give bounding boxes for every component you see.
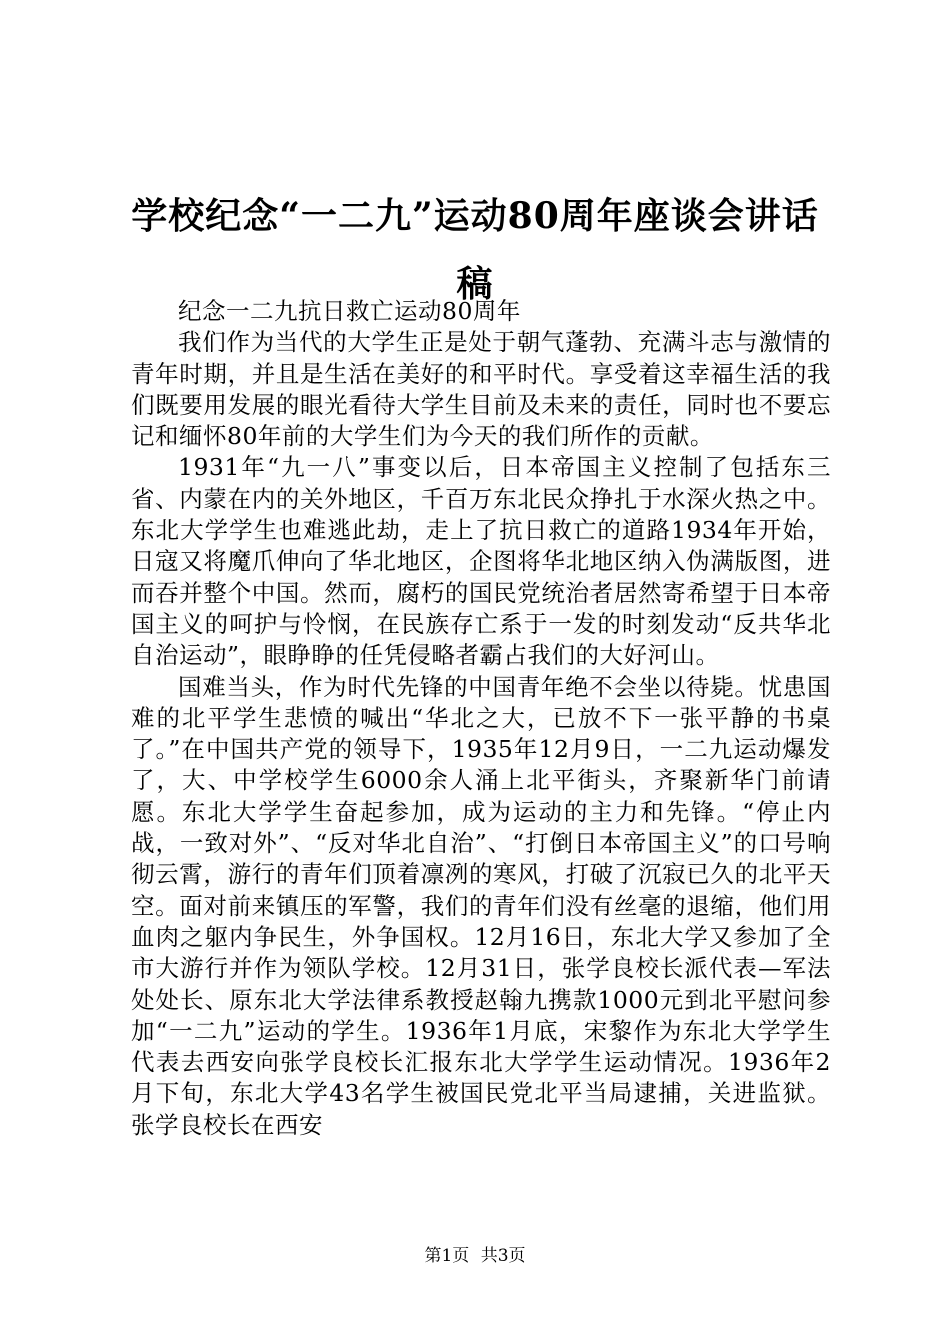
document-title: 学校纪念“一二九”运动80周年座谈会讲话稿 [131, 195, 819, 305]
subtitle-line: 纪念一二九抗日救亡运动80周年 [178, 297, 521, 325]
document-body [131, 296, 831, 1141]
paragraph-3: 国难当头，作为时代先锋的中国青年绝不会坐以待毙。忧患国难的北平学生悲愤的喊出“华北之大，已放不下一张平静的书桌了。”在中国共产党的领导下，1935年12月9日，一二九运动爆发了，大、中学校学生6000余人涌上北平街头，齐聚新华门前请愿。东北大学学生奋起参加，成为运动的主力和先锋。“停止内战，一致对外”、“反对华北自治”、“打倒日本帝国主义”的口号响彻云霄，游行的青年们顶着凛冽的寒风，打破了沉寂已久的北平天空。面对前来镇压的军警，我们的青年们没有丝毫的退缩，他们用血肉之躯内争民生，外争国权。12月16日，东北大学又参加了全市大游行并作为领队学校。12月31日，张学良校长派代表—军法处处长、原东北大学法律系教授赵翰九携款1000元到北平慰问参加“一二九”运动的学生。1936年1月底，宋黎作为东北大学学生代表去西安向张学良校长汇报东北大学学生运动情况。1936年2月下旬，东北大学43名学生被国民党北平当局逮捕，关进监狱。张学良校长在西安 [131, 672, 831, 1139]
paragraph-2: 1931年“九一八”事变以后，日本帝国主义控制了包括东三省、内蒙在内的关外地区，千百万东北民众挣扎于水深火热之中。东北大学学生也难逃此劫，走上了抗日救亡的道路1934年开始，日寇又将魔爪伸向了华北地区，企图将华北地区纳入伪满版图，进而吞并整个中国。然而，腐朽的国民党统治者居然寄希望于日本帝国主义的呵护与怜悯，在民族存亡系于一发的时刻发动“反共华北自治运动”，眼睁睁的任凭侵略者霸占我们的大好河山。 [131, 453, 831, 670]
paragraph-1: 我们作为当代的大学生正是处于朝气蓬勃、充满斗志与激情的青年时期，并且是生活在美好的和平时代。享受着这幸福生活的我们既要用发展的眼光看待大学生目前及未来的责任，同时也不要忘记和缅怀80年前的大学生们为今天的我们所作的贡献。 [131, 328, 831, 451]
page-number: 第1页 [424, 1246, 470, 1266]
page-total: 共3页 [480, 1246, 526, 1266]
page-footer [0, 1245, 950, 1267]
